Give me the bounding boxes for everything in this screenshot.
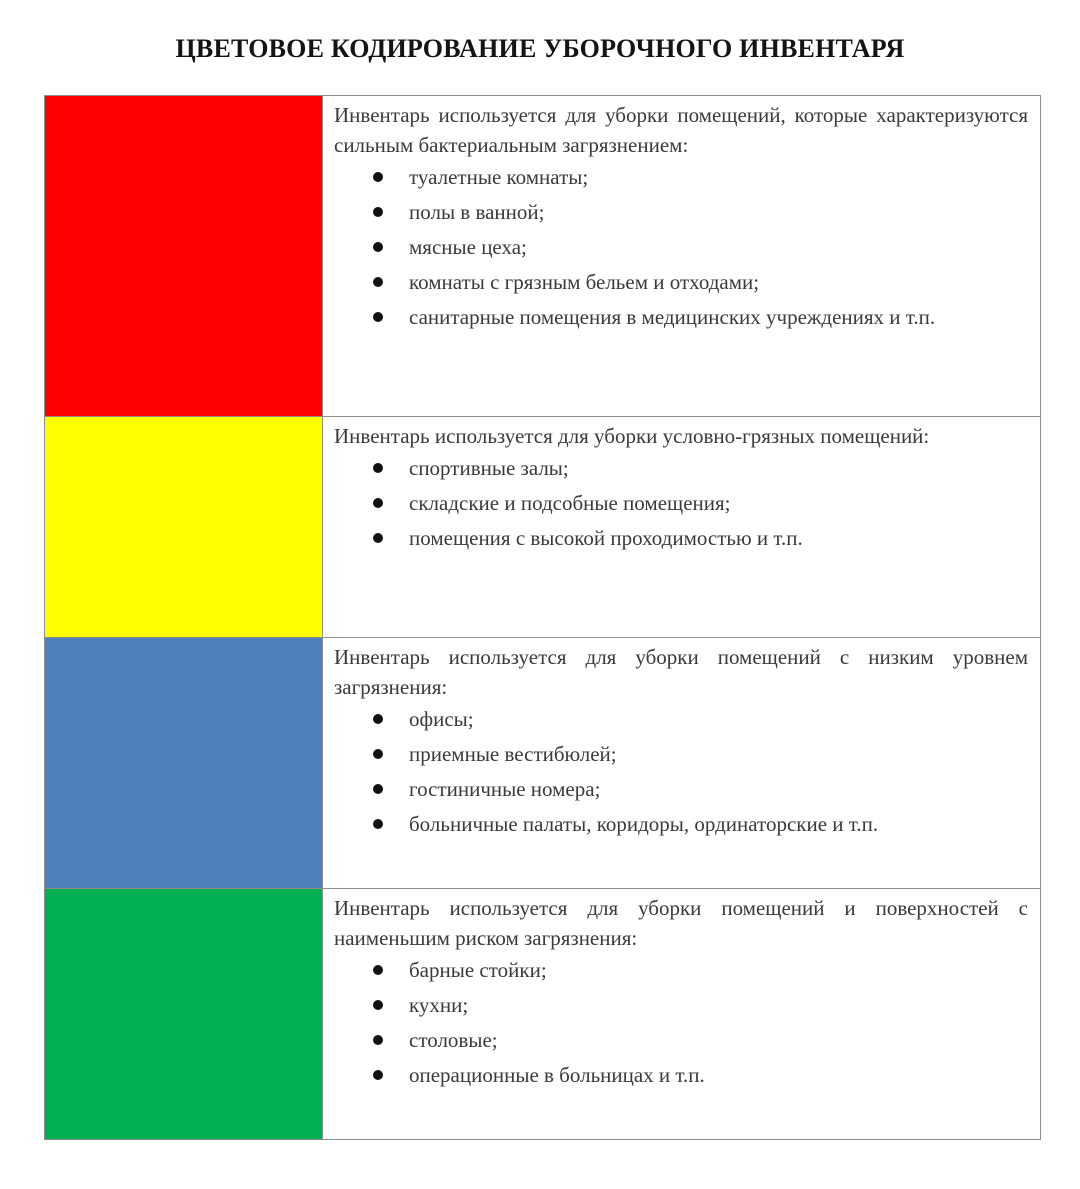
list-item [369, 160, 1028, 195]
item-list [334, 160, 1028, 335]
description-intro: Инвентарь используется для уборки помещений, которые характеризуются сильным бактериальным загрязнением: [334, 103, 1028, 157]
bullet-icon [373, 749, 383, 759]
list-item-text: кухни; [409, 993, 469, 1017]
list-item-text: столовые; [409, 1028, 498, 1052]
item-list [334, 451, 1028, 556]
list-item [369, 300, 1028, 335]
color-swatch-green [45, 889, 323, 1140]
list-item [369, 486, 1028, 521]
bullet-icon [373, 1035, 383, 1045]
bullet-icon [373, 498, 383, 508]
list-item-text: полы в ванной; [409, 200, 545, 224]
list-item [369, 230, 1028, 265]
page-title: ЦВЕТОВОЕ КОДИРОВАНИЕ УБОРОЧНОГО ИНВЕНТАРЯ [175, 34, 905, 63]
list-item [369, 953, 1028, 988]
color-swatch-red [45, 96, 323, 417]
list-item-text: спортивные залы; [409, 456, 569, 480]
bullet-icon [373, 965, 383, 975]
bullet-icon [373, 463, 383, 473]
list-item-text: офисы; [409, 707, 474, 731]
description-cell [323, 638, 1041, 889]
list-item-text: приемные вестибюлей; [409, 742, 617, 766]
list-item [369, 195, 1028, 230]
color-swatch-blue [45, 638, 323, 889]
description-cell [323, 889, 1041, 1140]
color-swatch-yellow [45, 417, 323, 638]
bullet-icon [373, 1070, 383, 1080]
description-intro: Инвентарь используется для уборки помещений и поверхностей с наименьшим риском загрязнения: [334, 896, 1028, 950]
list-item [369, 807, 1028, 842]
bullet-icon [373, 277, 383, 287]
list-item-text: туалетные комнаты; [409, 165, 589, 189]
list-item [369, 988, 1028, 1023]
bullet-icon [373, 207, 383, 217]
list-item-text: мясные цеха; [409, 235, 527, 259]
list-item [369, 1058, 1028, 1093]
list-item [369, 521, 1028, 556]
list-item [369, 1023, 1028, 1058]
bullet-icon [373, 172, 383, 182]
bullet-icon [373, 819, 383, 829]
list-item [369, 451, 1028, 486]
item-list [334, 702, 1028, 842]
bullet-icon [373, 242, 383, 252]
list-item-text: складские и подсобные помещения; [409, 491, 731, 515]
list-item [369, 265, 1028, 300]
table-row-green [45, 889, 1041, 1140]
list-item-text: комнаты с грязным бельем и отходами; [409, 270, 760, 294]
list-item-text: гостиничные номера; [409, 777, 601, 801]
table-row-blue [45, 638, 1041, 889]
list-item-text: помещения с высокой проходимостью и т.п. [409, 526, 803, 550]
table-row-yellow [45, 417, 1041, 638]
bullet-icon [373, 312, 383, 322]
list-item-text: барные стойки; [409, 958, 547, 982]
bullet-icon [373, 1000, 383, 1010]
list-item-text: операционные в больницах и т.п. [409, 1063, 705, 1087]
list-item [369, 772, 1028, 807]
bullet-icon [373, 784, 383, 794]
list-item-text: больничные палаты, коридоры, ординаторские и т.п. [409, 812, 879, 836]
description-cell [323, 417, 1041, 638]
table-row-red [45, 96, 1041, 417]
description-intro: Инвентарь используется для уборки помещений с низким уровнем загрязнения: [334, 645, 1028, 699]
list-item [369, 702, 1028, 737]
list-item-text: санитарные помещения в медицинских учреждениях и т.п. [409, 305, 936, 329]
bullet-icon [373, 533, 383, 543]
color-coding-table [44, 95, 1041, 1140]
description-intro: Инвентарь используется для уборки условно-грязных помещений: [334, 424, 930, 448]
item-list [334, 953, 1028, 1093]
list-item [369, 737, 1028, 772]
bullet-icon [373, 714, 383, 724]
description-cell [323, 96, 1041, 417]
